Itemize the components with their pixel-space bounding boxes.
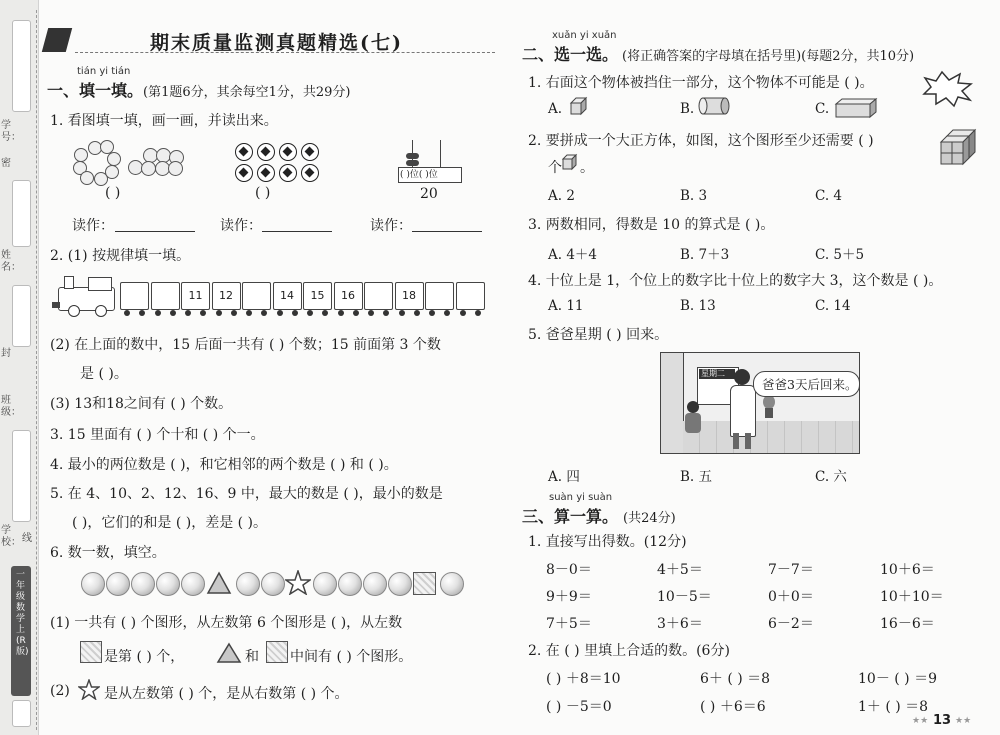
q2-3-text: (3) 13和18之间有 ( ) 个数。 <box>50 396 233 412</box>
ball-shape <box>181 572 205 596</box>
hidden-object-blob-icon <box>922 70 974 108</box>
calendar-sign: 星期二 <box>701 369 725 378</box>
wheel <box>444 310 450 316</box>
family-illustration <box>660 352 860 454</box>
r-q2-option-b[interactable]: B. 3 <box>680 188 708 204</box>
train-car <box>181 282 210 310</box>
q6-1-text-b1: 是第 ( ) 个， <box>104 649 185 665</box>
wheel <box>246 310 252 316</box>
section3-pinyin: suàn yi suàn <box>549 492 613 503</box>
q5-text-a: 5. 在 4、10、2、12、16、9 中，最大的数是 ( )，最小的数是 <box>50 486 443 502</box>
q6-1-text-b3: 中间有 ( ) 个图形。 <box>290 649 413 665</box>
train-car[interactable] <box>425 282 454 310</box>
r-q4-text: 4. 十位上是 1，个位上的数字比十位上的数字大 3，这个数是 ( )。 <box>528 273 943 289</box>
calc-2-text: 2. 在 ( ) 里填上合适的数。(6分) <box>528 643 730 659</box>
cube-icon <box>568 96 590 116</box>
fill-blank-item[interactable]: ( ) ＋8＝10 <box>546 671 621 687</box>
calc-item[interactable]: 10＋6＝ <box>880 562 935 578</box>
q5-text-b: ( )，它们的和是 ( )，差是 ( )。 <box>72 515 268 531</box>
section1-title: 一、填一填。 <box>47 81 144 100</box>
wheel <box>216 310 222 316</box>
train-car <box>395 282 424 310</box>
wheel <box>261 310 267 316</box>
fill-blank-item[interactable]: 1＋ ( ) ＝8 <box>858 699 929 715</box>
calc-item[interactable]: 7－7＝ <box>768 562 814 578</box>
page-number: 13 <box>933 713 952 728</box>
star-shape <box>285 570 311 595</box>
section1-note: (第1题6分，其余每空1分，共29分) <box>143 85 351 100</box>
read-as-label-3: 读作： <box>370 218 412 234</box>
read-as-line-2[interactable] <box>262 231 332 232</box>
train-car <box>334 282 363 310</box>
class-box[interactable] <box>12 430 31 522</box>
ball-shape <box>338 572 362 596</box>
train-car <box>212 282 241 310</box>
r-q3-option-b[interactable]: B. 7＋3 <box>680 247 730 263</box>
abacus-value: 20 <box>420 186 438 202</box>
q1-text: 1. 看图填一填，画一画，并读出来。 <box>50 113 278 129</box>
r-q5-option-c[interactable]: C. 六 <box>815 469 847 485</box>
seal-mark-xian: 线 <box>22 533 32 544</box>
calc-item[interactable]: 7＋5＝ <box>546 616 592 632</box>
seal-mark-feng: 封 <box>1 348 11 359</box>
wheel <box>475 310 481 316</box>
page-title: 期末质量监测真题精选(七) <box>150 32 403 54</box>
fill-blank-item[interactable]: ( ) ＋6＝6 <box>700 699 766 715</box>
calc-item[interactable]: 9＋9＝ <box>546 589 592 605</box>
wheel <box>139 310 145 316</box>
r-q4-option-c[interactable]: C. 14 <box>815 298 851 314</box>
train-car-number: 18 <box>402 289 416 302</box>
student-number-box[interactable] <box>12 20 31 112</box>
q6-1-text-b2: 和 <box>245 649 259 665</box>
calc-item[interactable]: 0＋0＝ <box>768 589 814 605</box>
ball-shape <box>313 572 337 596</box>
train-car-number: 16 <box>341 289 355 302</box>
q1-answer-2[interactable]: ( ) <box>255 185 271 201</box>
section1-pinyin: tián yi tián <box>77 66 131 77</box>
train-car[interactable] <box>364 282 393 310</box>
square-shape <box>413 572 436 595</box>
q6-2-text-a: (2) <box>50 683 70 699</box>
wheel <box>338 310 344 316</box>
wheel <box>322 310 328 316</box>
q2-2-text-b: 是 ( )。 <box>80 366 128 382</box>
ball-shape <box>236 572 260 596</box>
r-q2-text-b: 个 <box>548 160 562 176</box>
wheel <box>353 310 359 316</box>
calc-item[interactable]: 3＋6＝ <box>657 616 703 632</box>
r-q4-option-b[interactable]: B. 13 <box>680 298 716 314</box>
header-decoration <box>42 28 72 52</box>
q6-text: 6. 数一数，填空。 <box>50 545 166 561</box>
wheel <box>414 310 420 316</box>
r-q3-text: 3. 两数相同，得数是 10 的算式是 ( )。 <box>528 217 775 233</box>
wheel <box>460 310 466 316</box>
ball-shape <box>388 572 412 596</box>
r-q2-text-a: 2. 要拼成一个大正方体，如图，这个图形至少还需要 ( ) <box>528 133 874 149</box>
section3-title: 三、算一算。 <box>522 507 619 526</box>
triangle-shape <box>206 571 232 595</box>
r-q3-option-a[interactable]: A. 4＋4 <box>548 247 598 263</box>
ball-shape <box>156 572 180 596</box>
abacus-place-labels: ( )位( )位 <box>400 170 438 180</box>
speech-bubble-text: 爸爸3天后回来。 <box>762 377 858 392</box>
q2-1-text: 2. (1) 按规律填一填。 <box>50 248 191 264</box>
r-q2-option-c[interactable]: C. 4 <box>815 188 843 204</box>
calc-item[interactable]: 16－6＝ <box>880 616 935 632</box>
triangle-icon <box>216 642 242 664</box>
stacked-cubes-icon <box>938 128 980 168</box>
r-q5-text: 5. 爸爸星期 ( ) 回来。 <box>528 327 669 343</box>
q3-text: 3. 15 里面有 ( ) 个十和 ( ) 个一。 <box>50 427 265 443</box>
school-label: 学校： <box>1 525 21 548</box>
r-q5-option-a[interactable]: A. 四 <box>548 469 580 485</box>
r-q1-option-b[interactable]: B. <box>680 101 695 117</box>
wheel <box>292 310 298 316</box>
q2-2-text-a: (2) 在上面的数中，15 后面一共有 ( ) 个数；15 前面第 3 个数 <box>50 337 441 353</box>
r-q5-option-b[interactable]: B. 五 <box>680 469 713 485</box>
section3-note: (共24分) <box>623 511 676 526</box>
ball-shape <box>106 572 130 596</box>
seal-box <box>12 285 31 347</box>
r-q2-text-c: 。 <box>580 160 594 176</box>
ball-shape <box>363 572 387 596</box>
ball-shape <box>131 572 155 596</box>
small-cube-icon <box>561 153 579 171</box>
wheel <box>231 310 237 316</box>
train-car-number: 14 <box>280 289 294 302</box>
student-number-label: 学号： <box>1 120 21 143</box>
train-car-number: 12 <box>219 289 233 302</box>
wheel <box>124 310 130 316</box>
footer-box <box>12 700 31 727</box>
book-label: 一年级 数学 上(R版) <box>16 570 29 657</box>
cuboid-icon <box>834 97 878 119</box>
calc-1-text: 1. 直接写出得数。(12分) <box>528 534 687 550</box>
wheel <box>399 310 405 316</box>
train-car-number: 11 <box>188 289 203 302</box>
wheel <box>277 310 283 316</box>
name-label: 姓名： <box>1 250 21 273</box>
name-box[interactable] <box>12 180 31 247</box>
speech-bubble <box>753 371 860 397</box>
q6-1-text-a: (1) 一共有 ( ) 个图形，从左数第 6 个图形是 ( )，从左数 <box>50 615 403 631</box>
wheel <box>307 310 313 316</box>
book-label-tab <box>11 566 31 696</box>
read-as-line-1[interactable] <box>115 231 195 232</box>
wheel <box>200 310 206 316</box>
calc-item[interactable]: 4＋5＝ <box>657 562 703 578</box>
read-as-label-1: 读作： <box>72 218 114 234</box>
wheel <box>170 310 176 316</box>
fill-blank-item[interactable]: 10－ ( ) ＝9 <box>858 671 937 687</box>
r-q4-option-a[interactable]: A. 11 <box>548 298 584 314</box>
ball-shape <box>261 572 285 596</box>
section2-title: 二、选一选。 <box>522 45 619 64</box>
q4-text: 4. 最小的两位数是 ( )，和它相邻的两个数是 ( ) 和 ( )。 <box>50 457 398 473</box>
train-car[interactable] <box>242 282 271 310</box>
calc-item[interactable]: 10＋10＝ <box>880 589 944 605</box>
train-car <box>273 282 302 310</box>
star-icon <box>78 679 100 700</box>
train-car-number: 15 <box>310 289 325 302</box>
fill-blank-item[interactable]: 6＋ ( ) ＝8 <box>700 671 771 687</box>
r-q1-option-c[interactable]: C. <box>815 101 830 117</box>
square-icon <box>266 641 288 663</box>
wheel <box>429 310 435 316</box>
calc-item[interactable]: 10－5＝ <box>657 589 712 605</box>
ball-shape <box>440 572 464 596</box>
cylinder-icon <box>698 95 730 117</box>
cut-line <box>36 10 37 730</box>
header-underline <box>75 52 495 53</box>
train-car[interactable] <box>456 282 485 310</box>
square-icon <box>80 641 102 663</box>
calc-item[interactable]: 6－2＝ <box>768 616 814 632</box>
ball-shape <box>81 572 105 596</box>
page-number-stars-left: ★★ <box>912 716 929 726</box>
train-car[interactable] <box>151 282 180 310</box>
section2-pinyin: xuǎn yi xuǎn <box>552 30 617 41</box>
seal-mark-mi: 密 <box>1 158 11 169</box>
r-q1-option-a[interactable]: A. <box>548 101 563 117</box>
train-car <box>303 282 332 310</box>
page-number-stars-right: ★★ <box>955 716 972 726</box>
q6-2-text-b: 是从左数第 ( ) 个，是从右数第 ( ) 个。 <box>104 686 349 702</box>
section2-note: (将正确答案的字母填在括号里)(每题2分，共10分) <box>622 49 915 64</box>
wheel <box>383 310 389 316</box>
train-car[interactable] <box>120 282 149 310</box>
calc-item[interactable]: 8－0＝ <box>546 562 592 578</box>
wheel <box>185 310 191 316</box>
r-q3-option-c[interactable]: C. 5＋5 <box>815 247 865 263</box>
wheel <box>155 310 161 316</box>
r-q2-option-a[interactable]: A. 2 <box>548 188 575 204</box>
q1-answer-1[interactable]: ( ) <box>105 185 121 201</box>
class-label: 班级： <box>1 395 21 418</box>
fill-blank-item[interactable]: ( ) －5＝0 <box>546 699 612 715</box>
read-as-line-3[interactable] <box>412 231 482 232</box>
r-q1-text: 1. 右面这个物体被挡住一部分，这个物体不可能是 ( )。 <box>528 75 874 91</box>
wheel <box>368 310 374 316</box>
read-as-label-2: 读作： <box>220 218 262 234</box>
